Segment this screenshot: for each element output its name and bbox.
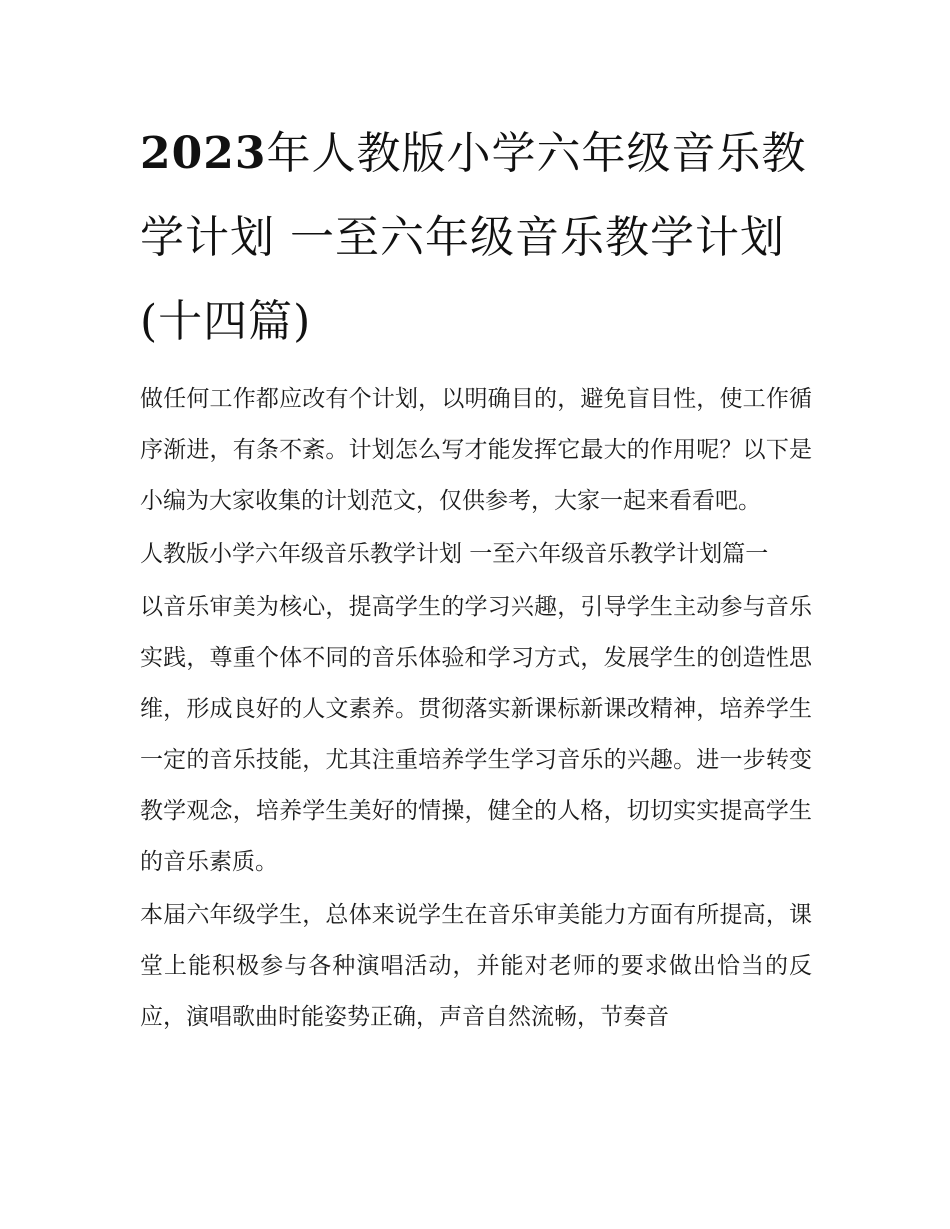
title-text: 年人教版小学六年级音乐教学计划 一至六年级音乐教学计划(十四篇) [140, 128, 807, 347]
title-year: 2023 [140, 128, 267, 179]
document-title [140, 112, 812, 364]
body-paragraph: 本届六年级学生，总体来说学生在音乐审美能力方面有所提高，课堂上能积极参与各种演唱活动，并能对老师的要求做出恰当的反应，演唱歌曲时能姿势正确，声音自然流畅，节奏音 [140, 902, 812, 1030]
intro-paragraph: 做任何工作都应改有个计划，以明确目的，避免盲目性，使工作循序渐进，有条不紊。计划怎么写才能发挥它最大的作用呢？以下是小编为大家收集的计划范文，仅供参考，大家一起来看看吧。 [140, 386, 812, 514]
body-paragraph: 以音乐审美为核心，提高学生的学习兴趣，引导学生主动参与音乐实践，尊重个体不同的音乐体验和学习方式，发展学生的创造性思维，形成良好的人文素养。贯彻落实新课标新课改精神，培养学生一定的音乐技能，尤其注重培养学生学习音乐的兴趣。进一步转变教学观念，培养学生美好的情操，健全的人格，切切实实提高学生的音乐素质。 [140, 594, 812, 875]
section-heading: 人教版小学六年级音乐教学计划 一至六年级音乐教学计划篇一 [140, 541, 769, 567]
document-page [140, 112, 812, 1045]
